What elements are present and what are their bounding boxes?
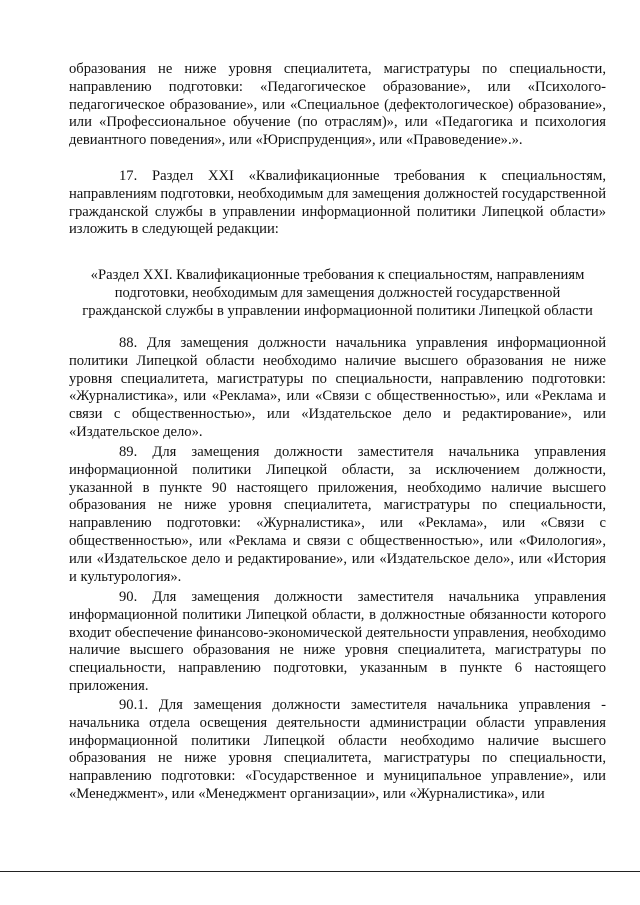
item-88-paragraph: 88. Для замещения должности начальника управления информационной политики Липецкой области необходимо наличие высшего образования не ниже уровня специалитета, магистратуры по специальности, направлению подготовки: «Журналистика», или «Реклама», или «Связи с общественностью», или «Реклама и связи с общественностью», или «Издательское дело и редактирование», или «Издательское дело». <box>69 335 606 440</box>
footer-divider <box>0 871 640 872</box>
section-heading-line: гражданской службы в управлении информационной политики Липецкой области <box>82 303 593 319</box>
intro-paragraph: образования не ниже уровня специалитета, магистратуры по специальности, направлению подготовки: «Педагогическое образование», или «Психолого-педагогическое образование», или «Специальное (дефектологическое) образование», или «Профессиональное обучение (по отраслям)», или «Педагогика и психология девиантного поведения», или «Юриспруденция», или «Правоведение».». <box>69 61 606 149</box>
item-90-paragraph: 90. Для замещения должности заместителя начальника управления информационной политики Липецкой области, в должностные обязанности которого входит обеспечение финансово-экономической деятельности управления, необходимо наличие высшего образования не ниже уровня специалитета, магистратуры по специальности, направлению подготовки, указанным в пункте 6 настоящего приложения. <box>69 589 606 694</box>
section-heading-line: подготовки, необходимым для замещения должностей государственной <box>114 285 561 301</box>
section-heading <box>69 266 606 320</box>
section-heading-line: «Раздел XXI. Квалификационные требования к специальностям, направлениям <box>90 267 585 283</box>
item-89-paragraph: 89. Для замещения должности заместителя начальника управления информационной политики Липецкой области, за исключением должности, указанной в пункте 90 настоящего приложения, необходимо наличие высшего образования не ниже уровня специалитета, магистратуры по специальности, направлению подготовки: «Журналистика», или «Реклама», или «Связи с общественностью», или «Реклама и связи с общественностью», или «Филология», или «Издательское дело и редактирование», или «Издательское дело», или «История и культурология». <box>69 444 606 585</box>
item-90-1-paragraph: 90.1. Для замещения должности заместителя начальника управления - начальника отдела освещения деятельности администрации области управления информационной политики Липецкой области необходимо наличие высшего образования не ниже уровня специалитета, магистратуры по специальности, направлению подготовки: «Государственное и муниципальное управление», или «Менеджмент», или «Менеджмент организации», или «Журналистика», или <box>69 697 606 802</box>
item-17-paragraph: 17. Раздел XXI «Квалификационные требования к специальностям, направлениям подготовки, необходимым для замещения должностей государственной гражданской службы в управлении информационной политики Липецкой области» изложить в следующей редакции: <box>69 168 606 238</box>
